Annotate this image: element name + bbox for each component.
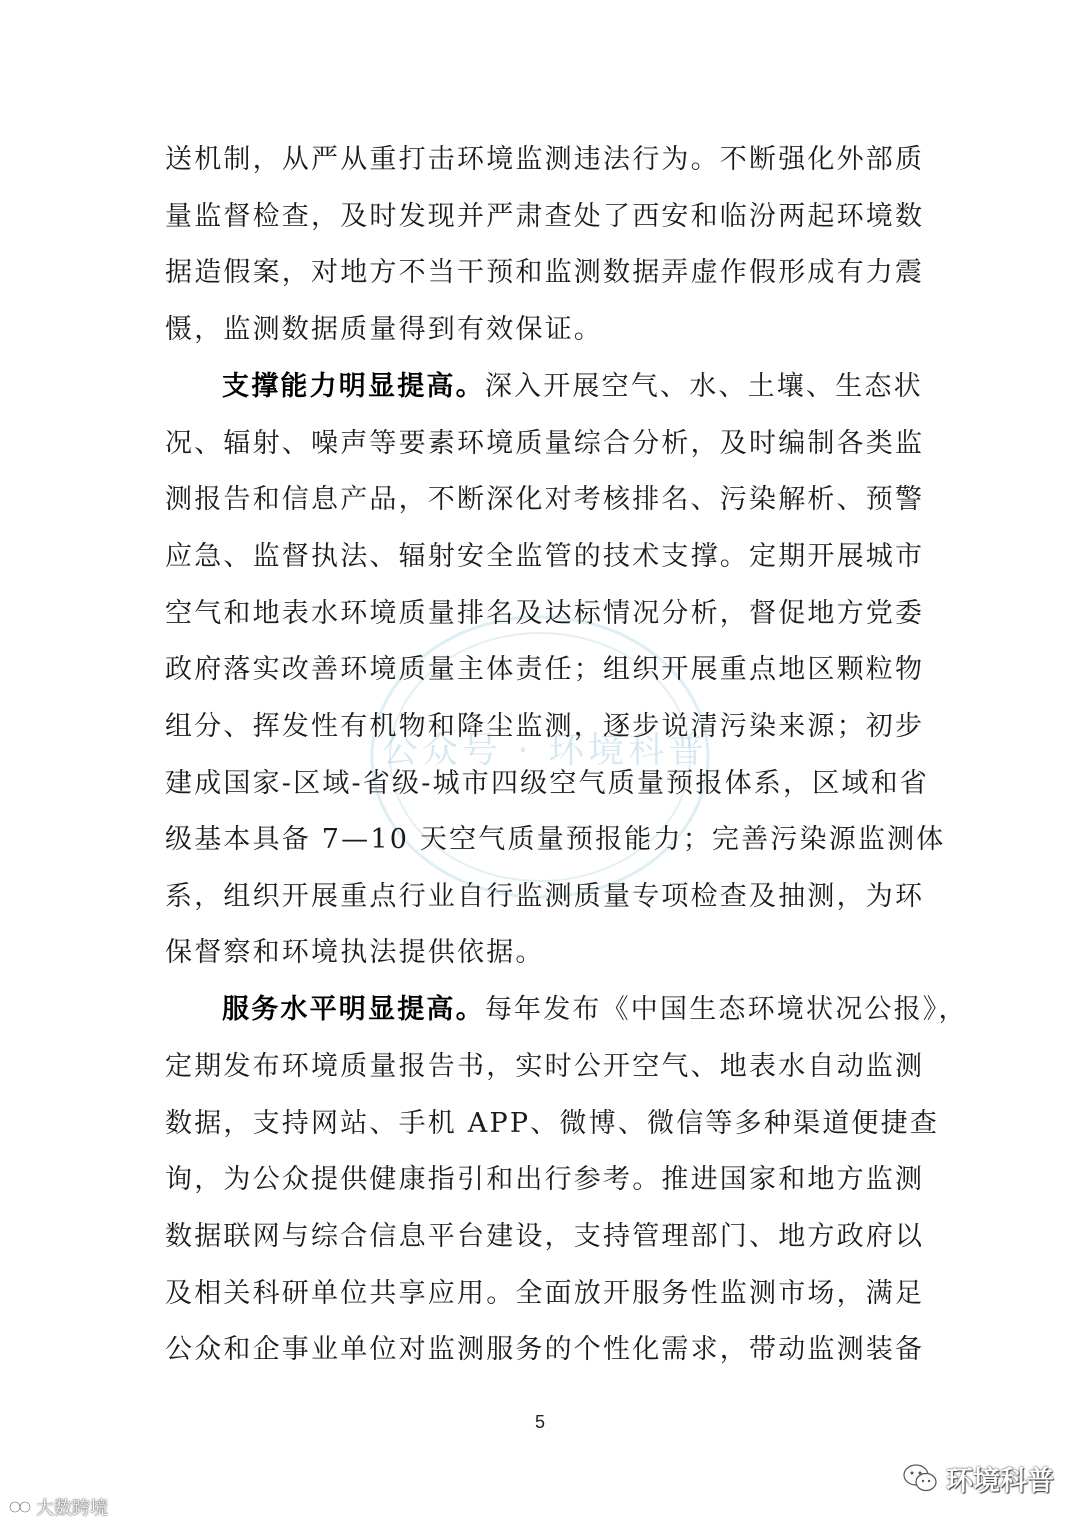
paragraph-line: 数据联网与综合信息平台建设，支持管理部门、地方政府以 (165, 1221, 925, 1252)
paragraph-line: 量监督检查，及时发现并严肃查处了西安和临汾两起环境数 (165, 201, 925, 232)
camera-logo-icon (8, 1497, 32, 1517)
paragraph-line: 组分、挥发性有机物和降尘监测，逐步说清污染来源；初步 (165, 711, 925, 742)
paragraph-line: 政府落实改善环境质量主体责任；组织开展重点地区颗粒物 (165, 654, 925, 685)
brand-bottom-right (902, 1458, 1054, 1498)
paragraph-line: 及相关科研单位共享应用。全面放开服务性监测市场，满足 (165, 1278, 925, 1309)
paragraph-line: 数据，支持网站、手机 APP、微博、微信等多种渠道便捷查 (165, 1108, 940, 1139)
paragraph-line: 询，为公众提供健康指引和出行参考。推进国家和地方监测 (165, 1164, 925, 1195)
paragraph-line: 定期发布环境质量报告书，实时公开空气、地表水自动监测 (165, 1051, 925, 1082)
paragraph-text: 每年发布《中国生态环境状况公报》， (484, 994, 968, 1025)
paragraph-line: 况、辐射、噪声等要素环境质量综合分析，及时编制各类监 (165, 428, 925, 459)
paragraph-line: 保督察和环境执法提供依据。 (165, 937, 545, 968)
paragraph-first-line (222, 990, 968, 1030)
paragraph-line: 送机制，从严从重打击环境监测违法行为。不断强化外部质 (165, 144, 925, 175)
brand-bottom-left-label: 大数跨境 (36, 1498, 108, 1519)
paragraph-line: 空气和地表水环境质量排名及达标情况分析，督促地方党委 (165, 598, 925, 629)
page-number: 5 (534, 1412, 545, 1432)
paragraph-line: 公众和企事业单位对监测服务的个性化需求，带动监测装备 (165, 1334, 925, 1365)
paragraph-line: 建成国家-区域-省级-城市四级空气质量预报体系，区域和省 (165, 768, 929, 799)
paragraph-line: 慑，监测数据质量得到有效保证。 (165, 314, 603, 345)
paragraph-line: 测报告和信息产品，不断深化对考核排名、污染解析、预警 (165, 484, 925, 515)
paragraph-text: 深入开展空气、水、土壤、生态状 (484, 371, 923, 402)
wechat-icon (902, 1462, 938, 1494)
section-heading: 服务水平明显提高。 (222, 994, 485, 1025)
paragraph-first-line (222, 367, 923, 407)
paragraph-line: 据造假案，对地方不当干预和监测数据弄虚作假形成有力震 (165, 257, 925, 288)
brand-bottom-right-label: 环境科普 (946, 1465, 1054, 1497)
watermark-text: 公众号 · 环境科普 (381, 730, 709, 771)
paragraph-line: 系，组织开展重点行业自行监测质量专项检查及抽测，为环 (165, 881, 925, 912)
paragraph-line: 应急、监督执法、辐射安全监管的技术支撑。定期开展城市 (165, 541, 925, 572)
brand-bottom-left (8, 1494, 108, 1520)
section-heading: 支撑能力明显提高。 (222, 371, 485, 402)
paragraph-line: 级基本具备 7—10 天空气质量预报能力；完善污染源监测体 (165, 824, 946, 855)
